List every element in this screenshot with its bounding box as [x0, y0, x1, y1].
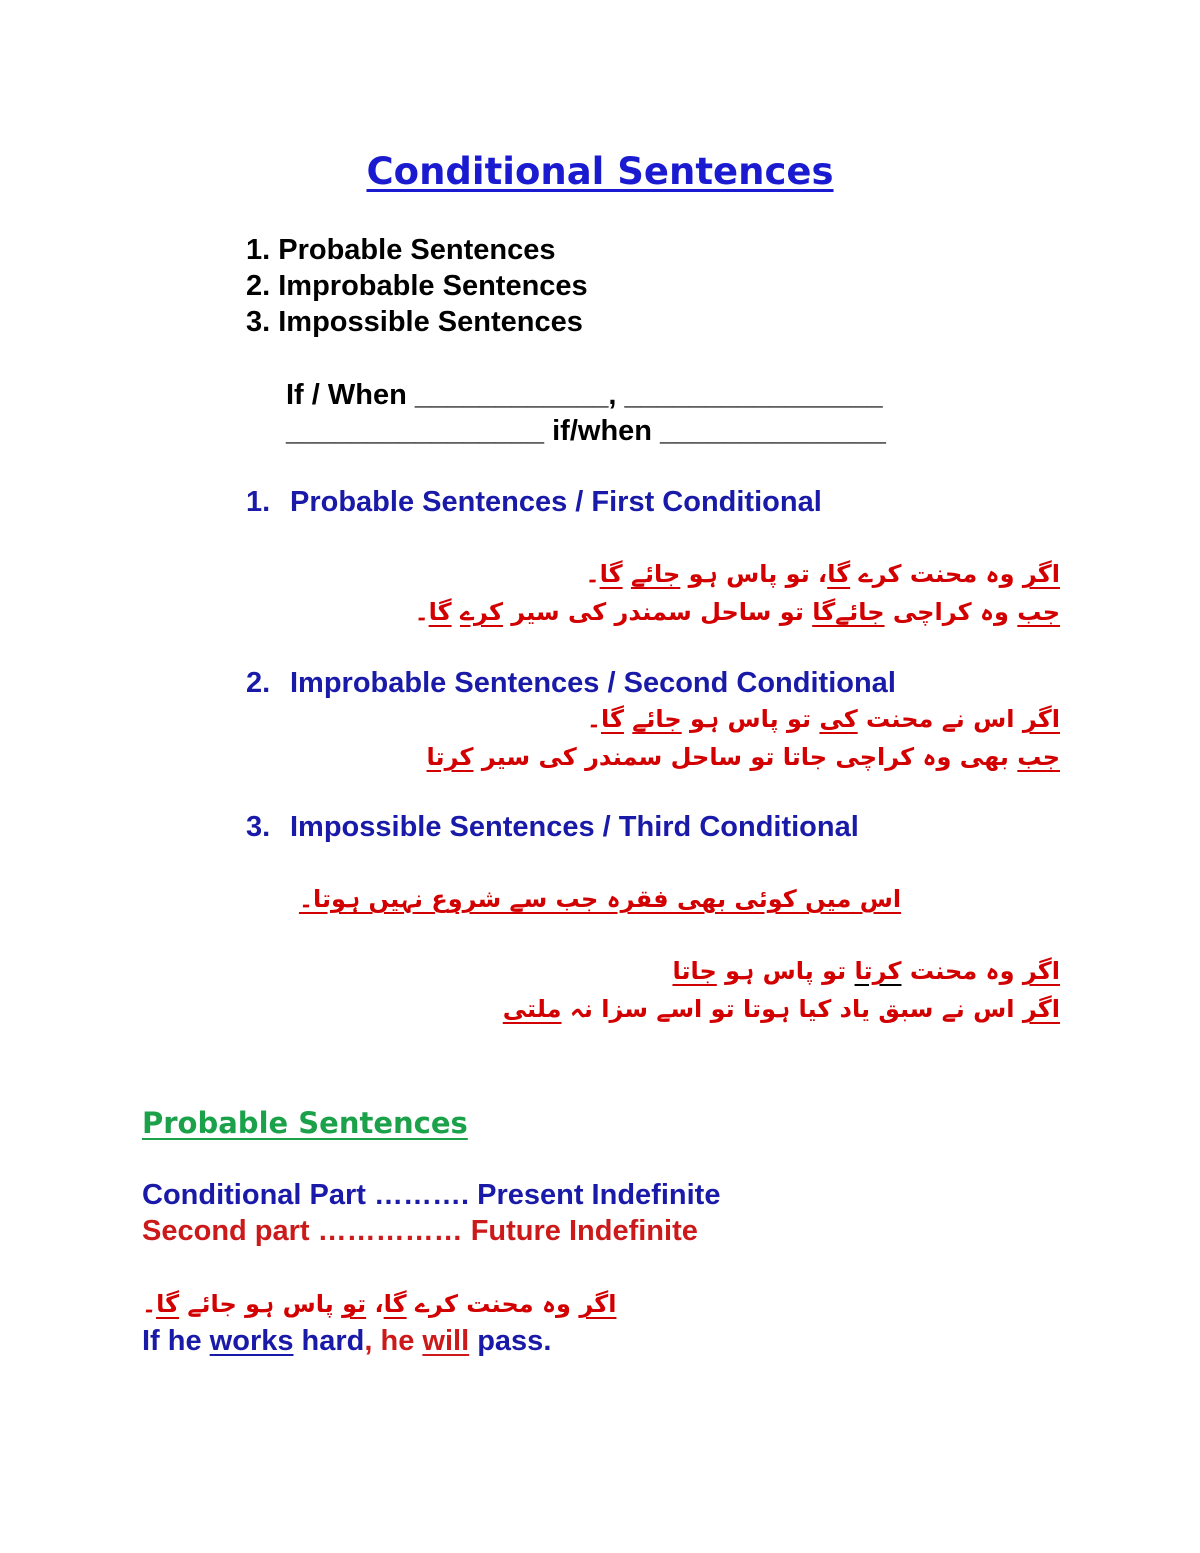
- urdu-sentence: اگر اس نے محنت کی تو پاس ہو جائے گا۔: [586, 705, 1060, 733]
- urdu-sentence: اگر اس نے سبق یاد کیا ہوتا تو اسے سزا نہ ملتی: [502, 995, 1060, 1023]
- urdu-sentence: جب بھی وہ کراچی جاتا تو ساحل سمندر کی سیر کرتا: [426, 743, 1060, 771]
- section-title: Improbable Sentences / Second Conditional: [290, 667, 896, 699]
- conditional-part-line: Conditional Part ………. Present Indefinite: [142, 1179, 721, 1211]
- template-line-2: ________________ if/when ______________: [286, 415, 886, 447]
- types-list: [246, 232, 588, 340]
- page-title: Conditional Sentences: [366, 150, 834, 193]
- section-heading-impossible: [246, 811, 859, 844]
- section-heading-improbable: [246, 667, 896, 700]
- type-item: 3. Impossible Sentences: [246, 306, 583, 338]
- example-urdu: اگر وہ محنت کرے گا، تو پاس ہو جائے گا۔: [142, 1290, 617, 1318]
- second-part-line: Second part …………… Future Indefinite: [142, 1215, 698, 1247]
- section-number: 1.: [246, 486, 271, 518]
- section-title: Impossible Sentences / Third Conditional: [290, 811, 859, 843]
- urdu-sentence: اگر وہ محنت کرے گا، تو پاس ہو جائے گا۔: [585, 560, 1060, 588]
- urdu-sentence: اگر وہ محنت کرتا تو پاس ہو جاتا: [672, 957, 1060, 985]
- urdu-sentence: جب وہ کراچی جائےگا تو ساحل سمندر کی سیر کرے گا۔: [414, 598, 1060, 626]
- type-item: 2. Improbable Sentences: [246, 270, 588, 302]
- section-title: Probable Sentences / First Conditional: [290, 486, 822, 518]
- urdu-note: اس میں کوئی بھی فقرہ جب سے شروع نہیں ہوتا۔: [298, 885, 902, 913]
- probable-heading: Probable Sentences: [142, 1106, 468, 1140]
- section-number: 3.: [246, 811, 271, 843]
- example-english: If he works hard, he will pass.: [142, 1325, 552, 1357]
- template-line-1: If / When ____________, ________________: [286, 379, 883, 411]
- type-item: 1. Probable Sentences: [246, 234, 556, 266]
- section-number: 2.: [246, 667, 271, 699]
- section-heading-probable: [246, 486, 822, 519]
